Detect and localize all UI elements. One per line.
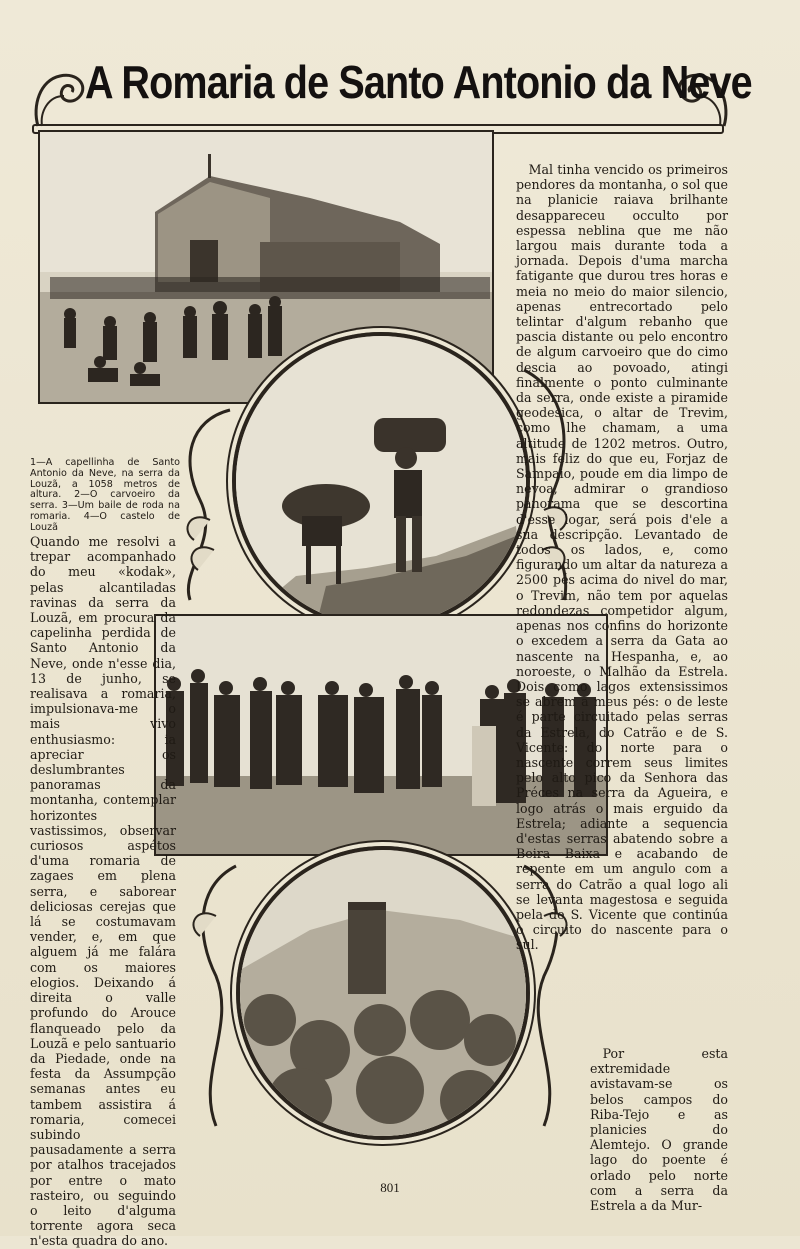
left-text-column: [30, 534, 176, 1249]
right-paragraph-1: Mal tinha vencido os primeiros pendores da montanha, o sol que na planicie raiava brilhante desappareceu occulto por espessa neblina que me não largou mais durante toda a jornada. Depois d'uma marcha fatigante que durou tres horas e meia no meio do maior silencio, apenas entrecortado pelo telintar d'algum rebanho que pascia distante ou pelo encontro de algum carvoeiro que do cimo descia ao povoado, atingi finalmente o ponto culminante da serra, onde existe a piramide geodesica, o altar de Trevim, como lhe chamam, a uma altitude de 1202 metros. Outro, mais feliz do que eu, Forjaz de Sampaio, poude em dia limpo de nevoa, admirar o grandioso panorama que se descortina d'esse logar, será pois d'ele a sua descripção. Levantado de todos os lados, e, como figurando um altar da natureza a 2500 pés acima do nivel do mar, o Trevim, não tem por aquelas redondezas competidor algum, apenas nos confins do horizonte o excedem a serra da Gata ao nascente na Hespanha, e, ao noroeste, o Malhão da Estrela. Dois como lagos extensissimos se abrem a meus pés: o de leste é parte circuitado pelas serras da Estrela, do Catrão e de S. Vicente: do norte para o nascente correm seus limites pelo alto pico da Senhora das Préces na serra da Agueira, e logo atrás o mais erguido da Estrela; adiante a sequencia d'estas serras abatendo sobre a Beira Baixa e acabando de repente em um angulo com a serra do Catrão a qual logo ali se levanta magestosa e seguida pela de S. Vicente que continúa o circuito do nascente para o sul.: [516, 162, 729, 953]
photo-charcoal-carrier: [232, 332, 530, 630]
right-paragraph-2: Por esta extremidade avistavam-se os belos campos do Riba-Tejo e as planicies do Alemtejo. O grande lago do poente é orlado pelo norte com a serra da Estrela a da Mur-: [590, 1046, 728, 1214]
photo-castle: [236, 846, 530, 1140]
left-scroll-ornament: [30, 66, 90, 130]
photo-caption: 1—A capellinha de Santo Antonio da Neve, na serra da Louzã, a 1058 metros de altura. 2—O carvoeiro da serra. 3—Um baile de roda na romaria. 4—O castelo de Louzã: [30, 457, 180, 533]
article-title: A Romaria de Santo Antonio da Neve: [85, 56, 752, 108]
left-floral-ornament-lower: [176, 856, 246, 1136]
right-text-column-bottom: [590, 1046, 728, 1213]
left-paragraph: Quando me resolvi a trepar acompanhado do meu «kodak», pelas alcantiladas ravinas da serra da Louzã, em procura da capelinha perdida de Santo Antonio da Neve, onde n'esse dia, 13 de junho, se realisava a romaria, impulsionava-me o mais vivo enthusiasmo: ia apreciar os deslumbrantes panoramas da montanha, contemplar horizontes vastissimos, observar curiosos aspétos d'uma romaria de zagaes em plena serra, e saborear deliciosas cerejas que lá se costumavam vender, e, em que alguem já me falára com os maiores elogios. Deixando á direita o valle profundo do Arouce flanqueado pelo da Louzã e pelo santuario da Piedade, onde na festa da Assumpção semanas antes eu tambem assistira á romaria, comecei subindo pausadamente a serra por atalhos tracejados por entre o mato rasteiro, ou seguindo o leito d'alguma torrente agora seca n'esta quadra do ano.: [30, 534, 176, 1249]
right-text-column: [516, 162, 728, 953]
page-number: 801: [380, 1180, 400, 1195]
